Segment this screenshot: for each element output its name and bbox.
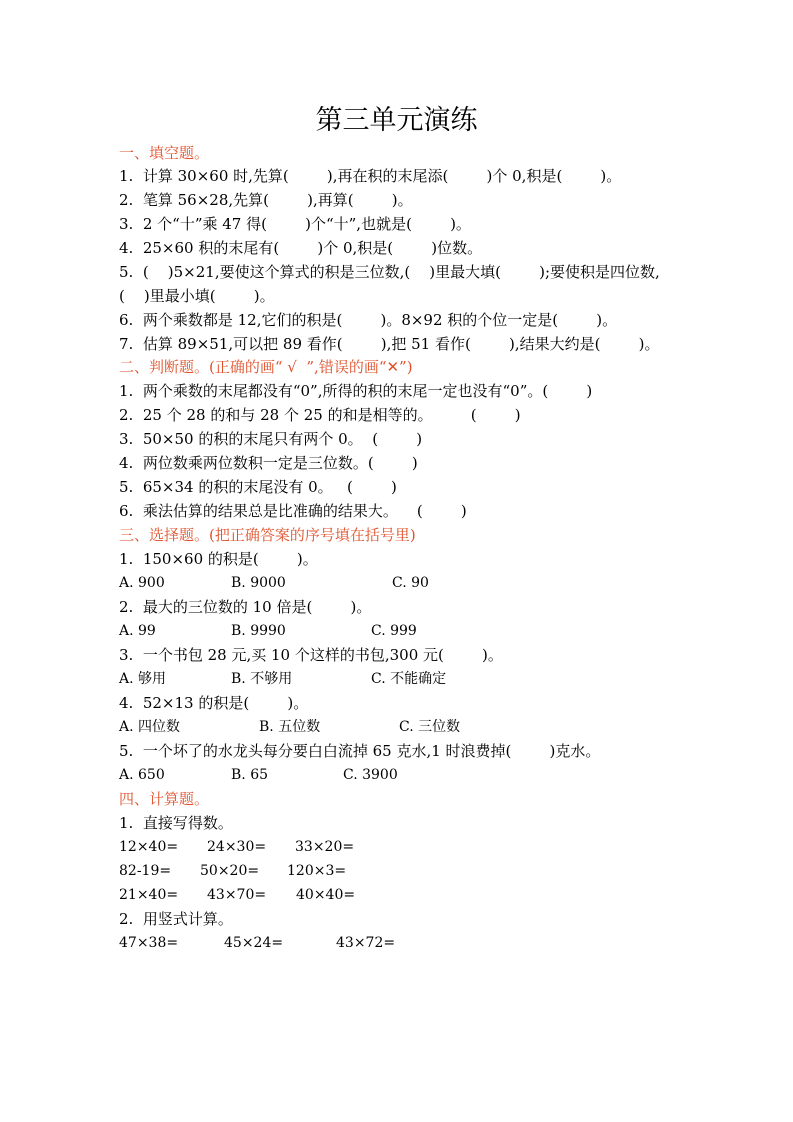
option-b: B. 65 — [231, 767, 269, 783]
section-header-judge: 二、判断题。(正确的画“ √ ”,错误的画“✕”) — [119, 358, 413, 376]
calc-item: 47×38= — [119, 935, 179, 951]
calc-item: 21×40= — [119, 887, 179, 903]
calc-item: 45×24= — [224, 935, 284, 951]
choice-question-3: 3. 一个书包 28 元,买 10 个这样的书包,300 元( )。 — [119, 646, 503, 664]
option-a: A. 四位数 — [119, 719, 181, 735]
fill-question-2: 2. 笔算 56×28,先算( ),再算( )。 — [119, 191, 413, 209]
judge-question-6: 6. 乘法估算的结果总是比准确的结果大。 ( ) — [119, 502, 467, 520]
section-header-choice: 三、选择题。(把正确答案的序号填在括号里) — [119, 526, 416, 544]
choice-question-5: 5. 一个坏了的水龙头每分要白白流掉 65 克水,1 时浪费掉( )克水。 — [119, 742, 601, 760]
option-c: C. 不能确定 — [371, 671, 447, 687]
fill-question-7: 7. 估算 89×51,可以把 89 看作( ),把 51 看作( ),结果大约是( )。 — [119, 335, 660, 353]
calc-item: 33×20= — [295, 839, 355, 855]
calc-item: 43×70= — [207, 887, 267, 903]
option-b: B. 9000 — [231, 575, 286, 591]
fill-question-6: 6. 两个乘数都是 12,它们的积是( )。8×92 积的个位一定是( )。 — [119, 311, 618, 329]
judge-question-5: 5. 65×34 的积的末尾没有 0。 ( ) — [119, 478, 397, 496]
option-c: C. 90 — [392, 575, 429, 591]
option-b: B. 不够用 — [231, 671, 293, 687]
section-header-fill: 一、填空题。 — [119, 144, 210, 162]
calc-item: 43×72= — [336, 935, 396, 951]
judge-question-2: 2. 25 个 28 的和与 28 个 25 的和是相等的。 ( ) — [119, 406, 521, 424]
fill-question-5-cont: ( )里最小填( )。 — [119, 287, 275, 305]
calc-item: 24×30= — [207, 839, 267, 855]
section-header-calc: 四、计算题。 — [119, 790, 210, 808]
fill-question-4: 4. 25×60 积的末尾有( )个 0,积是( )位数。 — [119, 239, 483, 257]
calc-sub-direct: 1. 直接写得数。 — [119, 814, 233, 832]
judge-question-1: 1. 两个乘数的末尾都没有“0”,所得的积的末尾一定也没有“0”。( ) — [119, 382, 593, 400]
judge-question-4: 4. 两位数乘两位数积一定是三位数。( ) — [119, 454, 418, 472]
calc-item: 82-19= — [119, 863, 172, 879]
option-b: B. 五位数 — [259, 719, 321, 735]
fill-question-3: 3. 2 个“十”乘 47 得( )个“十”,也就是( )。 — [119, 215, 471, 233]
calc-item: 120×3= — [287, 863, 347, 879]
choice-question-2: 2. 最大的三位数的 10 倍是( )。 — [119, 598, 372, 616]
worksheet-title: 第三单元演练 — [315, 105, 478, 136]
calc-item: 50×20= — [200, 863, 260, 879]
choice-question-4: 4. 52×13 的积是( )。 — [119, 694, 309, 712]
option-c: C. 3900 — [343, 767, 398, 783]
choice-question-1: 1. 150×60 的积是( )。 — [119, 550, 318, 568]
judge-question-3: 3. 50×50 的积的末尾只有两个 0。 ( ) — [119, 430, 423, 448]
calc-item: 40×40= — [296, 887, 356, 903]
option-c: C. 三位数 — [399, 719, 461, 735]
calc-sub-vertical: 2. 用竖式计算。 — [119, 910, 233, 928]
option-c: C. 999 — [371, 623, 417, 639]
option-b: B. 9990 — [231, 623, 286, 639]
fill-question-1: 1. 计算 30×60 时,先算( ),再在积的末尾添( )个 0,积是( )。 — [119, 167, 622, 185]
calc-item: 12×40= — [119, 839, 179, 855]
option-a: A. 900 — [119, 575, 165, 591]
option-a: A. 99 — [119, 623, 156, 639]
fill-question-5: 5. ( )5×21,要使这个算式的积是三位数,( )里最大填( );要使积是四位数, — [119, 263, 660, 281]
option-a: A. 够用 — [119, 671, 167, 687]
option-a: A. 650 — [119, 767, 165, 783]
